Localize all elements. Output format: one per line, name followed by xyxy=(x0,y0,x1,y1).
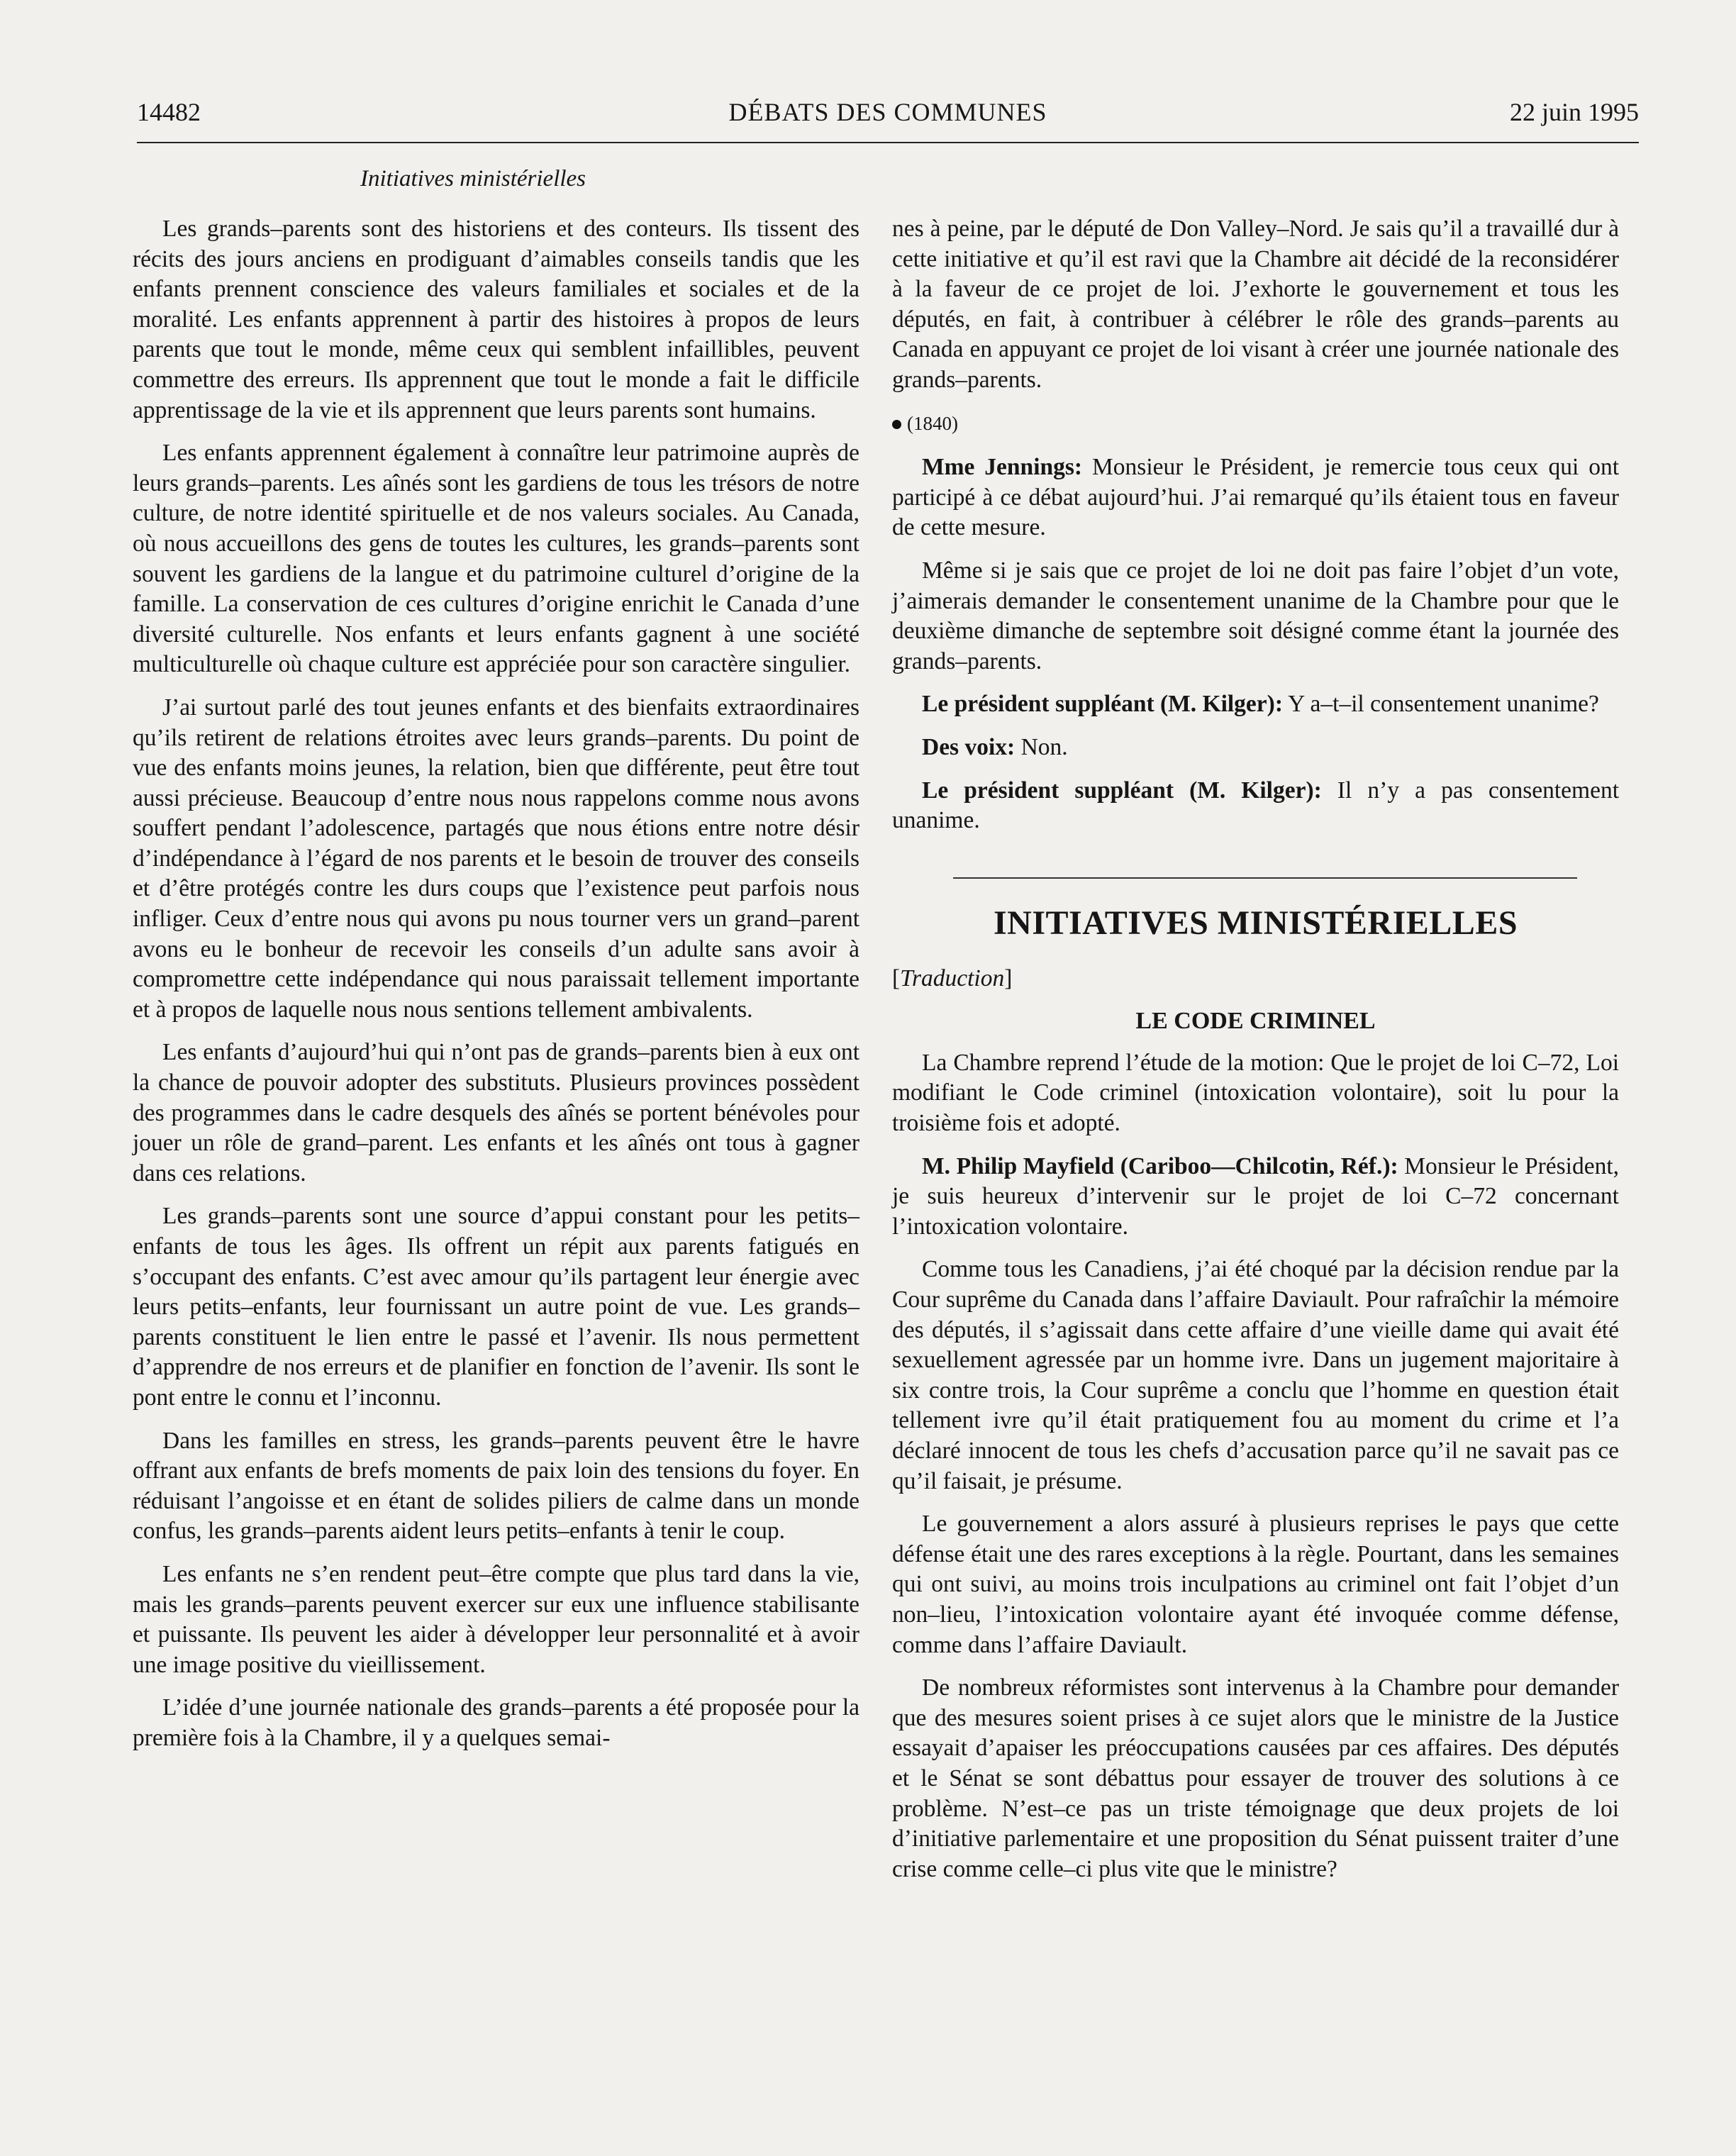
speech-paragraph xyxy=(892,733,1619,763)
motion-paragraph: La Chambre reprend l’étude de la motion: Que le projet de loi C–72, Loi modifiant le Code criminel (intoxication volontaire), soit lu pour la troisième fois et adopté. xyxy=(892,1049,1619,1137)
paragraph: Les grands–parents sont des historiens et des conteurs. Ils tissent des récits des jours anciens en prodiguant d’aimables conseils tandis que les enfants prennent conscience des valeurs familiales et sociales et de la moralité. Les enfants apprennent à partir des histoires à propos de leurs parents que tout le monde, même ceux qui semblent infaillibles, peuvent commettre des erreurs. Ils apprennent que tout le monde a fait le difficile apprentissage de la vie et ils apprennent que leurs parents sont humains. xyxy=(133,216,859,423)
section-title: INITIATIVES MINISTÉRIELLES xyxy=(993,904,1518,942)
paragraph: J’ai surtout parlé des tout jeunes enfants et des bienfaits extraordinaires qu’ils retirent de relations étroites avec leurs grands–parents. Du point de vue des enfants moins jeunes, la relation, bien que différente, peut être tout aussi précieuse. Beaucoup d’entre nous nous rappelons comme nous avons souffert pendant l’adolescence, partagés que nous étions entre notre désir d’indépendance à l’égard de nos parents et le besoin de trouver des conseils et d’être protégés contre les durs coups que l’existence peut parfois nous infliger. Ceux d’entre nous qui avons pu nous tourner vers un grand–parent avons eu le bonheur de recevoir les conseils d’un adulte sans avoir à compromettre cette indépendance qui nous paraissait tellement importante et à propos de laquelle nous nous sentions tellement ambivalents. xyxy=(133,694,859,1023)
paragraph: Comme tous les Canadiens, j’ai été choqué par la décision rendue par la Cour suprême du Canada dans l’affaire Daviault. Pour rafraîchir la mémoire des députés, il s’agissait dans cette affaire d’une vieille dame qui avait été sexuellement agressée par un homme ivre. Dans un jugement majoritaire à six contre trois, la Cour suprême a conclu que l’homme en question était tellement ivre qu’il était pratiquement fou au moment du crime et l’a déclaré innocent de tous les chefs d’accusation parce qu’il ne savait pas ce qu’il faisait, je présume. xyxy=(892,1256,1619,1494)
speaker-name: Le président suppléant (M. Kilger): xyxy=(922,777,1322,804)
speaker-name: Le président suppléant (M. Kilger): xyxy=(922,691,1283,718)
translation-note: [Traduction] xyxy=(892,965,1013,991)
speaker-name: M. Philip Mayfield (Cariboo—Chilcotin, Réf.): xyxy=(922,1152,1398,1179)
paragraph: Même si je sais que ce projet de loi ne doit pas faire l’objet d’un vote, j’aimerais demander le consentement unanime de la Chambre pour que le deuxième dimanche de septembre soit désigné comme étant la journée des grands–parents. xyxy=(892,557,1619,674)
paragraph: Dans les familles en stress, les grands–parents peuvent être le havre offrant aux enfants de brefs moments de paix loin des tensions du foyer. En réduisant l’angoisse et en étant de solides piliers de calme dans un monde confus, les grands–parents aident leurs petits–enfants à tenir le coup. xyxy=(133,1427,859,1545)
paragraph: L’idée d’une journée nationale des grands–parents a été proposée pour la première fois à la Chambre, il y a quelques semai- xyxy=(133,1694,859,1751)
speech-text: Y a–t–il consentement unanime? xyxy=(1288,691,1599,718)
speech-paragraph xyxy=(892,689,1619,720)
paragraph: Les grands–parents sont une source d’appui constant pour les petits–enfants de tous les âges. Ils offrent un répit aux parents fatigués en s’occupant des enfants. C’est avec amour qu’ils partagent leur énergie avec leurs petits–enfants, leur fournissant un autre point de vue. Les grands–parents constituent le lien entre le passé et l’avenir. Ils nous permettent d’apprendre de nos erreurs et de planifier en fonction de l’avenir. Ils sont le pont entre le connu et l’inconnu. xyxy=(133,1203,859,1411)
page-header xyxy=(137,96,1639,143)
speech-text: Monsieur le Président, je remercie tous ceux qui ont participé à ce débat aujourd’hui. J’ai remarqué qu’ils étaient tous en faveur de cette mesure. xyxy=(892,454,1619,541)
paragraph: Les enfants apprennent également à connaître leur patrimoine auprès de leurs grands–parents. Les aînés sont les gardiens de tous les trésors de notre culture, de notre identité spirituelle et de nos valeurs sociales. Au Canada, où nous accueillons des gens de toutes les cultures, les grands–parents sont souvent les gardiens de la langue et du patrimoine culturel d’origine de la famille. La conservation de ces cultures d’origine enrichit le Canada d’une diversité culturelle. Nos enfants et leurs enfants gagnent à une société multiculturelle où chaque culture est appréciée pour son caractère singulier. xyxy=(133,440,859,678)
speech-text: Il n’y a pas consentement unanime. xyxy=(892,777,1620,834)
speech-paragraph xyxy=(892,452,1619,543)
speech-text: Monsieur le Président, je suis heureux d’intervenir sur le projet de loi C–72 concernant l’intoxication volontaire. xyxy=(892,1152,1620,1240)
paragraph: Les enfants ne s’en rendent peut–être compte que plus tard dans la vie, mais les grands–parents peuvent exercer sur eux une influence stabilisante et puissante. Ils peuvent les aider à développer leur personnalité et à avoir une image positive du vieillissement. xyxy=(133,1560,859,1678)
publication-title: DÉBATS DES COMMUNES xyxy=(728,98,1047,126)
speaker-name: Mme Jennings: xyxy=(922,454,1083,481)
paragraph: Le gouvernement a alors assuré à plusieurs reprises le pays que cette défense était une des rares exceptions à la règle. Pourtant, dans les semaines qui ont suivi, au moins trois inculpations au criminel ont fait l’objet d’un non–lieu, l’intoxication volontaire ayant été invoquée comme défense, comme dans l’affaire Daviault. xyxy=(892,1511,1619,1658)
continued-paragraph: nes à peine, par le député de Don Valley–Nord. Je sais qu’il a travaillé dur à cette initiative et qu’il est ravi que la Chambre ait décidé de la reconsidérer à la faveur de ce projet de loi. J’exhorte le gouvernement et tous les députés, en fait, à contribuer à célébrer le rôle des grands–parents au Canada en appuyant ce projet de loi visant à créer une journée nationale des grands–parents. xyxy=(892,216,1619,393)
time-marker xyxy=(892,409,1619,439)
time-marker-text: (1840) xyxy=(907,412,958,434)
translation-note-text: Traduction xyxy=(900,965,1005,991)
speech-paragraph xyxy=(892,776,1619,836)
subheading: LE CODE CRIMINEL xyxy=(1135,1008,1376,1035)
speech-text: Non. xyxy=(1020,733,1068,760)
paragraph: Les enfants d’aujourd’hui qui n’ont pas de grands–parents bien à eux ont la chance de pouvoir adopter des substituts. Plusieurs provinces possèdent des programmes dans le cadre desquels des aînés se portent bénévoles pour jouer un rôle de grand–parent. Les enfants et les aînés ont tous à gagner dans ces relations. xyxy=(133,1039,859,1187)
section-divider xyxy=(953,877,1577,879)
paragraph: De nombreux réformistes sont intervenus à la Chambre pour demander que des mesures soient prises à ce sujet alors que le ministre de la Justice essayait d’apaiser les préoccupations causées par ces affaires. Des députés et le Sénat se sont débattus pour essayer de trouver des solutions à ce problème. N’est–ce pas un triste témoignage que deux projets de loi d’initiative parlementaire et une proposition du Sénat puissent traiter d’une crise comme celle–ci plus vite que le ministre? xyxy=(892,1674,1619,1882)
page-number: 14482 xyxy=(137,98,201,126)
publication-date: 22 juin 1995 xyxy=(1509,98,1639,126)
right-column xyxy=(892,214,1619,1897)
running-head: Initiatives ministérielles xyxy=(360,166,586,191)
bullet-icon xyxy=(892,420,901,429)
speaker-name: Des voix: xyxy=(922,733,1016,760)
left-column xyxy=(133,214,859,1767)
speech-paragraph xyxy=(892,1152,1619,1243)
